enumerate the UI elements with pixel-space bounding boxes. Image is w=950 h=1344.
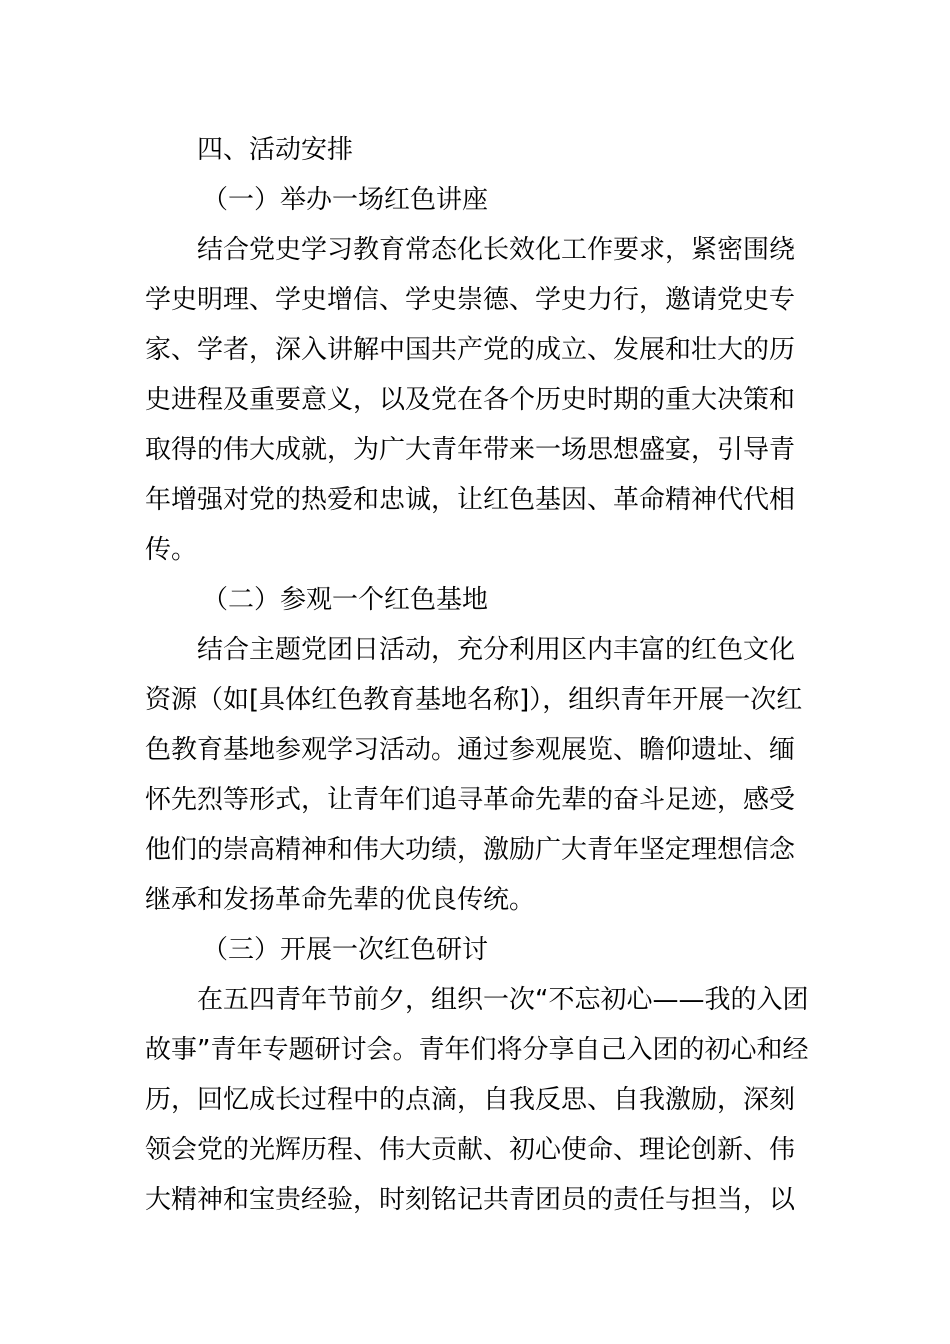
paragraph-line: 怀先烈等形式，让青年们追寻革命先辈的奋斗足迹，感受 bbox=[145, 785, 796, 815]
paragraph-line: 色教育基地参观学习活动。通过参观展览、瞻仰遗址、缅 bbox=[145, 735, 796, 765]
subheading-red-lecture: （一）举办一场红色讲座 bbox=[202, 185, 489, 215]
paragraph-line: 领会党的光辉历程、伟大贡献、初心使命、理论创新、伟 bbox=[145, 1135, 796, 1165]
paragraph-line: 学史明理、学史增信、学史崇德、学史力行，邀请党史专 bbox=[145, 285, 796, 315]
paragraph-line: 他们的崇高精神和伟大功绩，激励广大青年坚定理想信念 bbox=[145, 835, 796, 865]
paragraph-line: 取得的伟大成就，为广大青年带来一场思想盛宴，引导青 bbox=[145, 435, 796, 465]
paragraph-line: 在五四青年节前夕，组织一次“不忘初心——我的入团 bbox=[197, 985, 809, 1015]
subheading-red-base-visit: （二）参观一个红色基地 bbox=[202, 585, 489, 615]
paragraph-line: 结合主题党团日活动，充分利用区内丰富的红色文化 bbox=[197, 635, 796, 665]
subheading-red-seminar: （三）开展一次红色研讨 bbox=[202, 935, 489, 965]
paragraph-line: 传。 bbox=[145, 535, 198, 565]
paragraph-line: 结合党史学习教育常态化长效化工作要求，紧密围绕 bbox=[197, 235, 796, 265]
paragraph-line: 故事”青年专题研讨会。青年们将分享自己入团的初心和经 bbox=[145, 1035, 809, 1065]
paragraph-line: 大精神和宝贵经验，时刻铭记共青团员的责任与担当，以 bbox=[145, 1185, 796, 1215]
paragraph-line: 家、学者，深入讲解中国共产党的成立、发展和壮大的历 bbox=[145, 335, 796, 365]
paragraph-line: 年增强对党的热爱和忠诚，让红色基因、革命精神代代相 bbox=[145, 485, 796, 515]
paragraph-line: 历，回忆成长过程中的点滴，自我反思、自我激励，深刻 bbox=[145, 1085, 796, 1115]
section-heading-activities: 四、活动安排 bbox=[197, 135, 354, 165]
paragraph-line: 继承和发扬革命先辈的优良传统。 bbox=[145, 885, 536, 915]
paragraph-line: 史进程及重要意义，以及党在各个历史时期的重大决策和 bbox=[145, 385, 796, 415]
paragraph-line: 资源（如[具体红色教育基地名称]），组织青年开展一次红 bbox=[145, 685, 803, 715]
